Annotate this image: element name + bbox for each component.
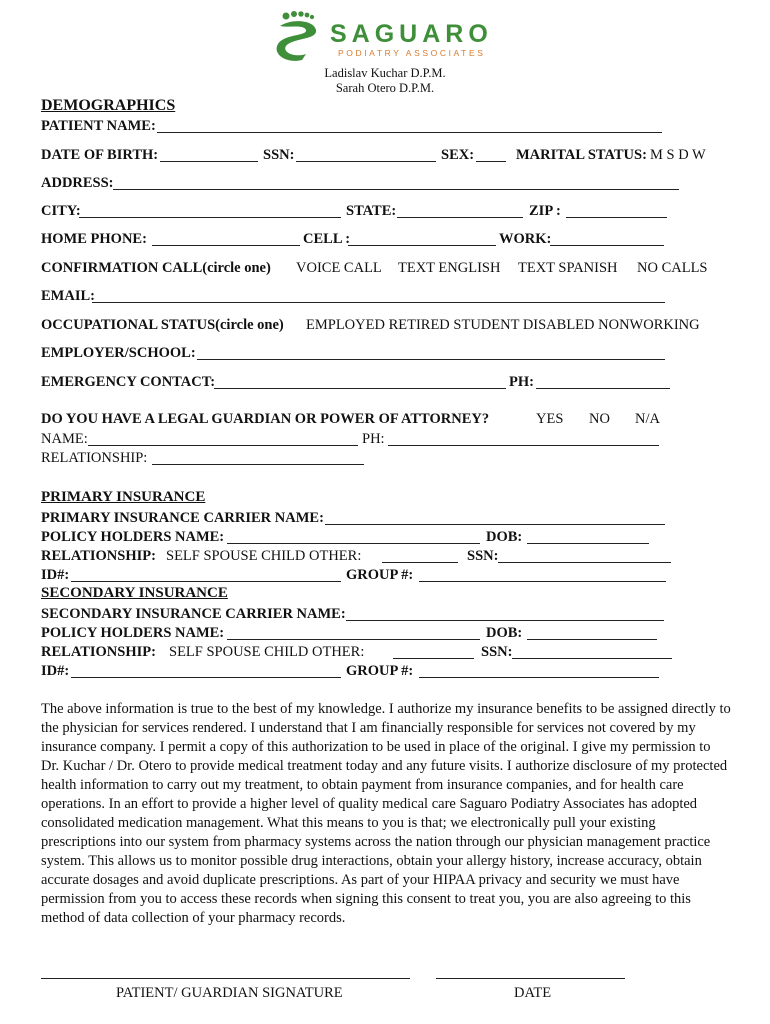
primary-group-label: GROUP #: — [346, 567, 414, 583]
emergency-ph-label: PH: — [509, 374, 534, 390]
guardian-name-label: NAME: — [41, 431, 88, 447]
primary-other-field[interactable] — [382, 546, 458, 563]
secondary-ssn-field[interactable] — [512, 642, 672, 659]
home-phone-label: HOME PHONE: — [41, 231, 147, 247]
email-field[interactable] — [92, 286, 665, 303]
secondary-holder-field[interactable] — [227, 623, 480, 640]
secondary-dob-field[interactable] — [527, 623, 657, 640]
logo-subtitle: PODIATRY ASSOCIATES — [338, 48, 486, 58]
doctor-1: Ladislav Kuchar D.P.M. — [324, 66, 446, 80]
signature-label: PATIENT/ GUARDIAN SIGNATURE — [116, 985, 343, 1001]
guardian-na[interactable]: N/A — [635, 411, 660, 427]
address-label: ADDRESS: — [41, 175, 114, 191]
sex-field[interactable] — [476, 145, 506, 162]
doctor-2: Sarah Otero D.P.M. — [335, 81, 435, 95]
emergency-contact-field[interactable] — [214, 372, 506, 389]
city-field[interactable] — [79, 201, 341, 218]
guardian-ph-label: PH: — [362, 431, 385, 447]
marital-options[interactable]: M S D W — [650, 147, 706, 163]
secondary-id-field[interactable] — [71, 661, 341, 678]
guardian-no[interactable]: NO — [589, 411, 610, 427]
occupational-options[interactable]: EMPLOYED RETIRED STUDENT DISABLED NONWORKING — [306, 317, 700, 333]
primary-relationship-label: RELATIONSHIP: — [41, 548, 156, 564]
primary-dob-field[interactable] — [527, 527, 649, 544]
patient-name-field[interactable] — [157, 116, 662, 133]
secondary-relationship-label: RELATIONSHIP: — [41, 644, 156, 660]
primary-relationship-options[interactable]: SELF SPOUSE CHILD OTHER: — [166, 548, 362, 564]
secondary-holder-label: POLICY HOLDERS NAME: — [41, 625, 225, 641]
primary-ssn-label: SSN: — [467, 548, 499, 564]
guardian-relationship-field[interactable] — [152, 448, 364, 465]
primary-carrier-label: PRIMARY INSURANCE CARRIER NAME: — [41, 510, 324, 526]
work-field[interactable] — [550, 229, 664, 246]
dob-label: DATE OF BIRTH: — [41, 147, 159, 163]
date-line[interactable] — [436, 978, 625, 979]
option-text-spanish[interactable]: TEXT SPANISH — [518, 260, 618, 276]
date-label: DATE — [514, 985, 552, 1001]
primary-dob-label: DOB: — [486, 529, 523, 545]
saguaro-logo — [272, 8, 487, 63]
foot-logo-icon — [272, 8, 487, 63]
secondary-carrier-field[interactable] — [346, 604, 664, 621]
primary-holder-label: POLICY HOLDERS NAME: — [41, 529, 225, 545]
primary-carrier-field[interactable] — [325, 508, 665, 525]
guardian-yes[interactable]: YES — [536, 411, 564, 427]
primary-insurance-heading: PRIMARY INSURANCE — [41, 489, 206, 505]
state-field[interactable] — [397, 201, 523, 218]
secondary-insurance-heading: SECONDARY INSURANCE — [41, 585, 228, 601]
email-label: EMAIL: — [41, 288, 95, 304]
option-text-english[interactable]: TEXT ENGLISH — [398, 260, 501, 276]
occupational-status-label: OCCUPATIONAL STATUS(circle one) — [41, 317, 284, 333]
logo-title: SAGUARO — [330, 20, 487, 48]
secondary-relationship-options[interactable]: SELF SPOUSE CHILD OTHER: — [169, 644, 365, 660]
state-label: STATE: — [346, 203, 397, 219]
secondary-ssn-label: SSN: — [481, 644, 513, 660]
option-voice-call[interactable]: VOICE CALL — [296, 260, 382, 276]
guardian-ph-field[interactable] — [388, 429, 659, 446]
work-label: WORK: — [499, 231, 552, 247]
primary-id-field[interactable] — [71, 565, 341, 582]
ssn-label: SSN: — [263, 147, 295, 163]
secondary-group-label: GROUP #: — [346, 663, 414, 679]
guardian-question: DO YOU HAVE A LEGAL GUARDIAN OR POWER OF ATTORNEY? — [41, 411, 490, 427]
secondary-id-label: ID#: — [41, 663, 70, 679]
secondary-other-field[interactable] — [393, 642, 474, 659]
employer-label: EMPLOYER/SCHOOL: — [41, 345, 196, 361]
zip-field[interactable] — [566, 201, 667, 218]
primary-ssn-field[interactable] — [498, 546, 671, 563]
cell-field[interactable] — [348, 229, 496, 246]
secondary-group-field[interactable] — [419, 661, 659, 678]
primary-group-field[interactable] — [419, 565, 666, 582]
demographics-heading: DEMOGRAPHICS — [41, 97, 176, 114]
home-phone-field[interactable] — [152, 229, 300, 246]
zip-label: ZIP : — [529, 203, 561, 219]
address-field[interactable] — [113, 173, 679, 190]
guardian-relationship-label: RELATIONSHIP: — [41, 450, 148, 466]
secondary-dob-label: DOB: — [486, 625, 523, 641]
city-label: CITY: — [41, 203, 81, 219]
employer-field[interactable] — [197, 343, 665, 360]
marital-label: MARITAL STATUS: — [516, 147, 647, 163]
consent-paragraph: The above information is true to the best of my knowledge. I authorize my insurance benefits to be assigned directly to the physician for services rendered. I understand that I am financially responsible for services not covered by my insurance company. I permit a copy of this authorization to be used in place of the original. I give my permission to Dr. Kuchar / Dr. Otero to provide medical treatment today and any future visits. I authorize disclosure of my protected health information to carry out my treatment, to obtain payment from insurance companies, and for health care operations. In an effort to provide a higher level of quality medical care Saguaro Podiatry Associates has adopted consolidated medication management. What this means to you is that; we electronically pull your existing prescriptions into our system from pharmacy systems across the nation through our physician management practice system. This allows us to monitor possible drug interactions, obtain your allergy history, increase accuracy, obtain accurate dosages and avoid duplicate prescriptions. As part of your HIPAA privacy and security we must have permission from you to access these records when signing this consent to treat you, you are also agreeing to this method of data collection of your pharmacy records. — [41, 701, 731, 926]
sex-label: SEX: — [441, 147, 475, 163]
option-no-calls[interactable]: NO CALLS — [637, 260, 708, 276]
guardian-name-field[interactable] — [88, 429, 358, 446]
primary-holder-field[interactable] — [227, 527, 480, 544]
cell-label: CELL : — [303, 231, 351, 247]
dob-field[interactable] — [160, 145, 258, 162]
signature-line[interactable] — [41, 978, 410, 979]
patient-name-label: PATIENT NAME: — [41, 118, 156, 134]
secondary-carrier-label: SECONDARY INSURANCE CARRIER NAME: — [41, 606, 346, 622]
confirmation-call-label: CONFIRMATION CALL(circle one) — [41, 260, 271, 276]
emergency-ph-field[interactable] — [536, 372, 670, 389]
primary-id-label: ID#: — [41, 567, 70, 583]
emergency-contact-label: EMERGENCY CONTACT: — [41, 374, 216, 390]
ssn-field[interactable] — [296, 145, 436, 162]
